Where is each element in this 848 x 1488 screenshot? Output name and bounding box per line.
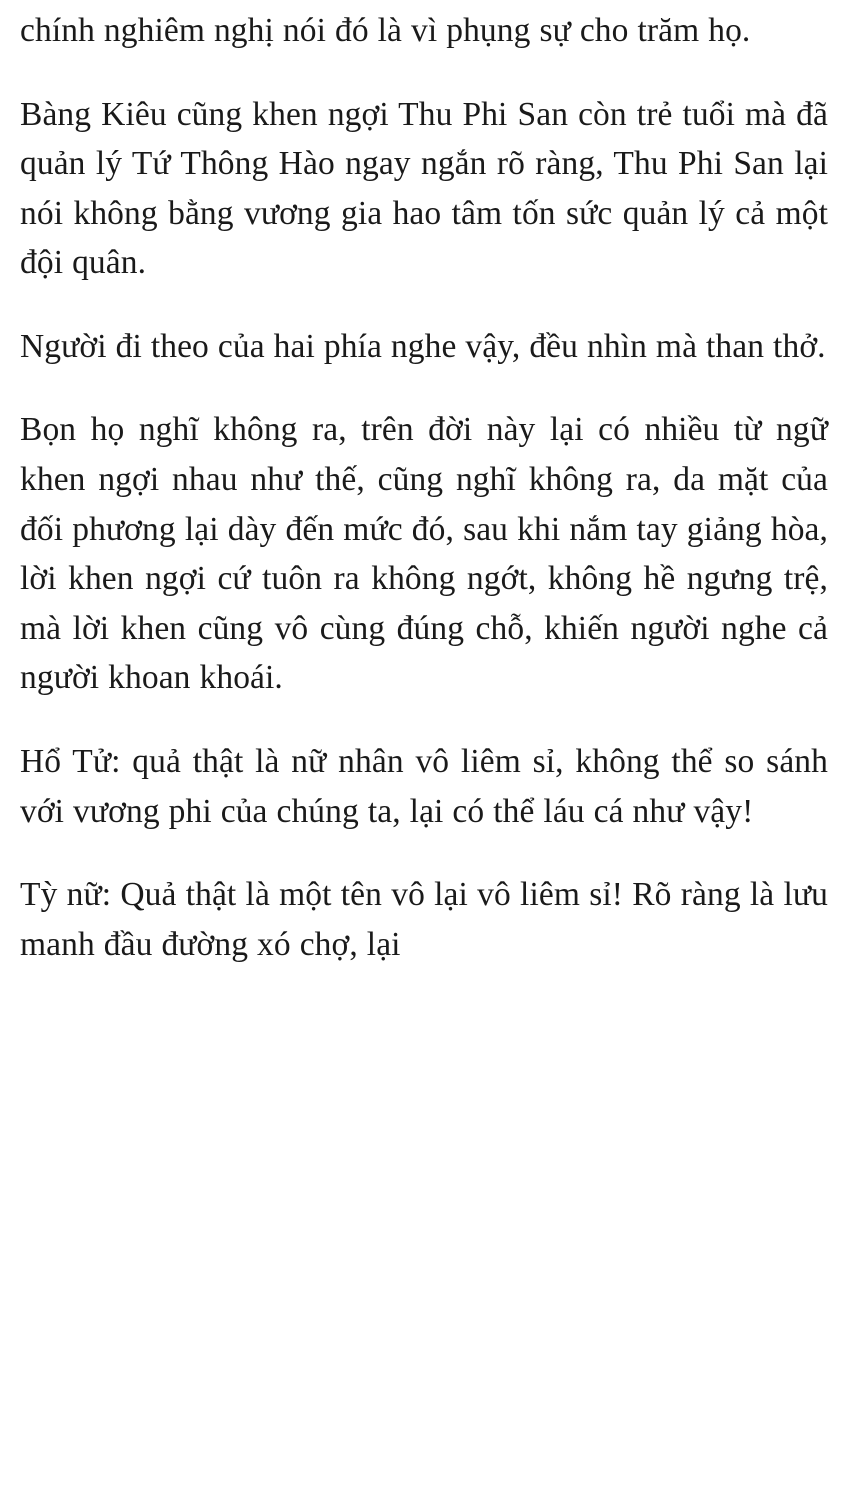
paragraph: chính nghiêm nghị nói đó là vì phụng sự cho trăm họ. xyxy=(20,12,751,49)
paragraph: Bàng Kiêu cũng khen ngợi Thu Phi San còn trẻ tuổi mà đã quản lý Tứ Thông Hào ngay ngắn rõ ràng, Thu Phi San lại nói không bằng vương gia hao tâm tốn sức quản lý cả một đội quân. xyxy=(20,95,828,282)
paragraph: Bọn họ nghĩ không ra, trên đời này lại có nhiều từ ngữ khen ngợi nhau như thế, cũng nghĩ không ra, da mặt của đối phương lại dày đến mức đó, sau khi nắm tay giảng hòa, lời khen ngợi cứ tuôn ra không ngớt, không hề ngưng trệ, mà lời khen cũng vô cùng đúng chỗ, khiến người nghe cả người khoan khoái. xyxy=(20,411,828,697)
paragraph: Tỳ nữ: Quả thật là một tên vô lại vô liêm sỉ! Rõ ràng là lưu manh đầu đường xó chợ, lại xyxy=(20,876,828,963)
paragraph: Hổ Tử: quả thật là nữ nhân vô liêm sỉ, không thể so sánh với vương phi của chúng ta, lại có thể láu cá như vậy! xyxy=(20,742,828,830)
paragraph: Người đi theo của hai phía nghe vậy, đều nhìn mà than thở. xyxy=(20,327,826,365)
